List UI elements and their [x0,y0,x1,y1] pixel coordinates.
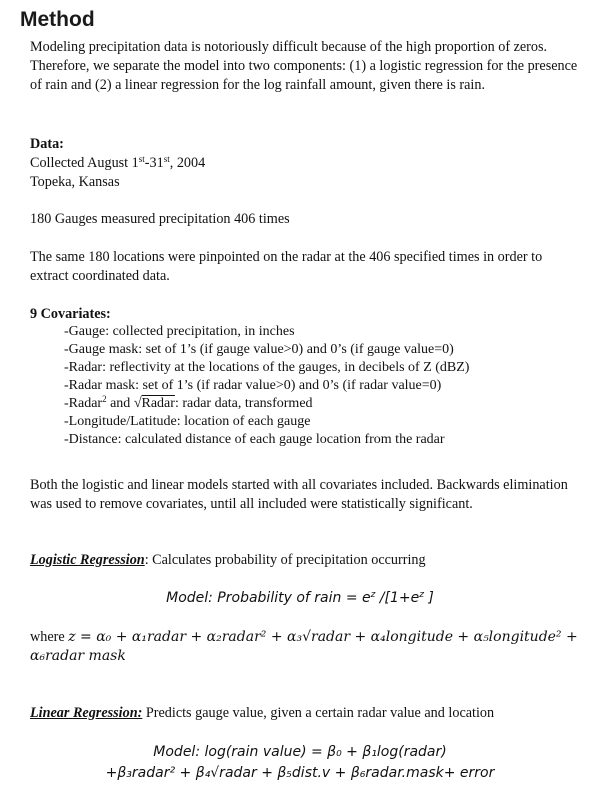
intro-paragraph: Modeling precipitation data is notoriously difficult because of the high proportion of zeros. Therefore, we separate the model into two components: (1) a logistic regression for the presence of rain and (2) a linear regression for the log rainfall amount, given there is rain. [30,39,578,93]
logistic-z1: z [370,590,376,600]
covariate-item: -Gauge: collected precipitation, in inches [64,324,295,339]
logistic-z2: z [419,590,424,600]
data-heading: Data: [30,136,64,152]
collected-dash: -31 [144,155,164,171]
logistic-description: : Calculates probability of precipitation occurring [144,552,426,568]
logistic-model [0,590,600,606]
linear-heading: Linear Regression: [30,705,143,721]
collected-year: , 2004 [169,155,206,171]
logistic-line [30,551,426,570]
logistic-model-mid: /[1+e [375,590,420,606]
where-label: where [30,629,69,645]
logistic-model-prefix: Model: Probability of rain = e [166,590,371,606]
gauges-text: 180 Gauges measured precipitation 406 times [30,211,290,227]
location-text: Topeka, Kansas [30,174,120,190]
covariates-heading: 9 Covariates: [30,306,111,322]
linear-model-line1: Model: log(rain value) = β₀ + β₁log(radar) [153,744,447,760]
logistic-model-end: ] [423,590,434,606]
collected-st1: st [138,154,145,164]
linear-line [30,704,494,723]
covariate-item: -Radar mask: set of 1’s (if radar value>0) and 0’s (if radar value=0) [64,378,442,393]
covariate-item: -Longitude/Latitude: location of each gauge [64,414,311,429]
logistic-eq-line2: α₆radar mask [30,648,126,664]
radar2-and: and [106,396,134,411]
collected-date [30,154,205,173]
radar2-prefix: -Radar [64,396,103,411]
covariate-item-radar-transformed [64,395,594,413]
logistic-heading: Logistic Regression [30,552,145,568]
linear-description: Predicts gauge value, given a certain radar value and location [142,705,495,721]
collected-st2: st [163,154,170,164]
covariate-item: -Radar: reflectivity at the locations of the gauges, in decibels of Z (dBZ) [64,360,470,375]
elimination-paragraph: Both the logistic and linear models started with all covariates included. Backwards elimination was used to remove covariates, until all included were statistically significant. [30,477,568,512]
covariate-item: -Gauge mask: set of 1’s (if gauge value>0) and 0’s (if gauge value=0) [64,342,454,357]
logistic-equation [30,628,590,647]
logistic-eq-line1: z = α₀ + α₁radar + α₂radar² + α₃√radar + α₄longitude + α₅longitude² + [68,629,578,645]
radar-text: The same 180 locations were pinpointed on the radar at the 406 specified times in order to extract coordinated data. [30,249,543,284]
covariate-item: -Distance: calculated distance of each gauge location from the radar [64,432,445,447]
covariates-list [64,323,594,449]
radar2-suffix: : radar data, transformed [174,396,313,411]
sqrt-symbol: √ [133,396,142,411]
linear-model-line2: +β₃radar² + β₄√radar + β₅dist.v + β₆radar.mask+ error [105,765,495,781]
radar2-sup: 2 [102,394,107,404]
collected-prefix: Collected August 1 [30,155,139,171]
radar2-word: Radar [141,396,175,411]
section-title: Method [20,8,95,31]
